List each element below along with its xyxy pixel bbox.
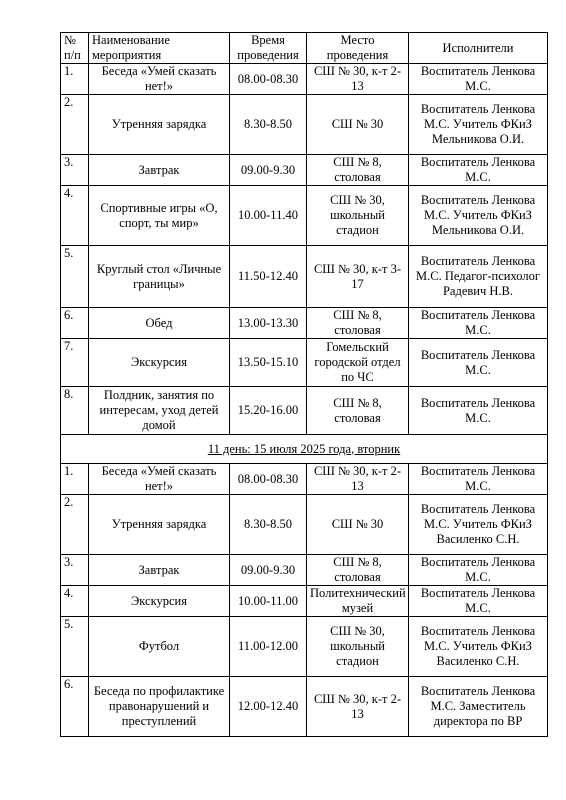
table-row bbox=[61, 387, 548, 435]
row-event: Экскурсия bbox=[89, 339, 230, 387]
row-place: СШ № 30, школьный стадион bbox=[307, 186, 409, 246]
header-place: Место проведения bbox=[307, 33, 409, 64]
row-time: 15.20-16.00 bbox=[230, 387, 307, 435]
row-event: Обед bbox=[89, 308, 230, 339]
row-event: Утренняя зарядка bbox=[89, 95, 230, 155]
row-event: Экскурсия bbox=[89, 586, 230, 617]
row-event: Завтрак bbox=[89, 555, 230, 586]
row-exec: Воспитатель Ленкова М.С. bbox=[409, 387, 548, 435]
table-row bbox=[61, 246, 548, 308]
row-exec: Воспитатель Ленкова М.С. bbox=[409, 155, 548, 186]
table-row bbox=[61, 155, 548, 186]
row-place: СШ № 8, столовая bbox=[307, 555, 409, 586]
row-time: 8.30-8.50 bbox=[230, 495, 307, 555]
row-num: 7. bbox=[61, 339, 89, 387]
row-event: Завтрак bbox=[89, 155, 230, 186]
row-exec: Воспитатель Ленкова М.С. bbox=[409, 555, 548, 586]
row-time: 13.00-13.30 bbox=[230, 308, 307, 339]
row-event: Беседа по профилактике правонарушений и преступлений bbox=[89, 677, 230, 737]
row-num: 1. bbox=[61, 64, 89, 95]
row-num: 2. bbox=[61, 495, 89, 555]
row-time: 10.00-11.40 bbox=[230, 186, 307, 246]
row-time: 13.50-15.10 bbox=[230, 339, 307, 387]
row-place: СШ № 30 bbox=[307, 495, 409, 555]
row-num: 1. bbox=[61, 464, 89, 495]
row-num: 5. bbox=[61, 246, 89, 308]
header-num: № п/п bbox=[61, 33, 89, 64]
day-title-row bbox=[61, 435, 548, 464]
table-row bbox=[61, 186, 548, 246]
table-row bbox=[61, 586, 548, 617]
row-place: Политехнический музей bbox=[307, 586, 409, 617]
row-exec: Воспитатель Ленкова М.С. Педагог-психолог Радевич Н.В. bbox=[409, 246, 548, 308]
day-title: 11 день: 15 июля 2025 года, вторник bbox=[61, 435, 548, 464]
header-time: Время проведения bbox=[230, 33, 307, 64]
row-exec: Воспитатель Ленкова М.С. bbox=[409, 464, 548, 495]
row-num: 8. bbox=[61, 387, 89, 435]
table-header-row bbox=[61, 33, 548, 64]
row-exec: Воспитатель Ленкова М.С. bbox=[409, 586, 548, 617]
row-num: 6. bbox=[61, 677, 89, 737]
row-time: 11.00-12.00 bbox=[230, 617, 307, 677]
header-event: Наименование мероприятия bbox=[89, 33, 230, 64]
row-time: 09.00-9.30 bbox=[230, 155, 307, 186]
row-place: СШ № 8, столовая bbox=[307, 387, 409, 435]
row-place: СШ № 30, к-т 3-17 bbox=[307, 246, 409, 308]
row-exec: Воспитатель Ленкова М.С. Учитель ФКиЗ Василенко С.Н. bbox=[409, 617, 548, 677]
row-time: 11.50-12.40 bbox=[230, 246, 307, 308]
row-place: СШ № 30 bbox=[307, 95, 409, 155]
table-row bbox=[61, 555, 548, 586]
row-place: Гомельский городской отдел по ЧС bbox=[307, 339, 409, 387]
row-exec: Воспитатель Ленкова М.С. Заместитель директора по ВР bbox=[409, 677, 548, 737]
row-num: 6. bbox=[61, 308, 89, 339]
row-time: 12.00-12.40 bbox=[230, 677, 307, 737]
row-exec: Воспитатель Ленкова М.С. Учитель ФКиЗ Мельникова О.И. bbox=[409, 95, 548, 155]
row-num: 2. bbox=[61, 95, 89, 155]
row-time: 08.00-08.30 bbox=[230, 64, 307, 95]
row-event: Круглый стол «Личные границы» bbox=[89, 246, 230, 308]
row-exec: Воспитатель Ленкова М.С. Учитель ФКиЗ Мельникова О.И. bbox=[409, 186, 548, 246]
row-time: 09.00-9.30 bbox=[230, 555, 307, 586]
row-exec: Воспитатель Ленкова М.С. Учитель ФКиЗ Василенко С.Н. bbox=[409, 495, 548, 555]
row-place: СШ № 8, столовая bbox=[307, 308, 409, 339]
row-time: 08.00-08.30 bbox=[230, 464, 307, 495]
row-event: Беседа «Умей сказать нет!» bbox=[89, 64, 230, 95]
row-exec: Воспитатель Ленкова М.С. bbox=[409, 64, 548, 95]
row-place: СШ № 30, к-т 2-13 bbox=[307, 64, 409, 95]
table-row bbox=[61, 617, 548, 677]
row-time: 8.30-8.50 bbox=[230, 95, 307, 155]
table-row bbox=[61, 464, 548, 495]
row-event: Беседа «Умей сказать нет!» bbox=[89, 464, 230, 495]
row-place: СШ № 30, школьный стадион bbox=[307, 617, 409, 677]
table-row bbox=[61, 339, 548, 387]
row-place: СШ № 8, столовая bbox=[307, 155, 409, 186]
row-num: 4. bbox=[61, 186, 89, 246]
table-row bbox=[61, 308, 548, 339]
row-place: СШ № 30, к-т 2-13 bbox=[307, 677, 409, 737]
row-num: 3. bbox=[61, 555, 89, 586]
table-row bbox=[61, 677, 548, 737]
table-row bbox=[61, 95, 548, 155]
table-row bbox=[61, 495, 548, 555]
row-event: Футбол bbox=[89, 617, 230, 677]
row-num: 3. bbox=[61, 155, 89, 186]
row-event: Спортивные игры «О, спорт, ты мир» bbox=[89, 186, 230, 246]
row-num: 4. bbox=[61, 586, 89, 617]
row-event: Полдник, занятия по интересам, уход детей домой bbox=[89, 387, 230, 435]
header-exec: Исполнители bbox=[409, 33, 548, 64]
table-row bbox=[61, 64, 548, 95]
row-num: 5. bbox=[61, 617, 89, 677]
row-time: 10.00-11.00 bbox=[230, 586, 307, 617]
row-exec: Воспитатель Ленкова М.С. bbox=[409, 339, 548, 387]
row-exec: Воспитатель Ленкова М.С. bbox=[409, 308, 548, 339]
schedule-table bbox=[60, 32, 548, 737]
row-event: Утренняя зарядка bbox=[89, 495, 230, 555]
row-place: СШ № 30, к-т 2-13 bbox=[307, 464, 409, 495]
